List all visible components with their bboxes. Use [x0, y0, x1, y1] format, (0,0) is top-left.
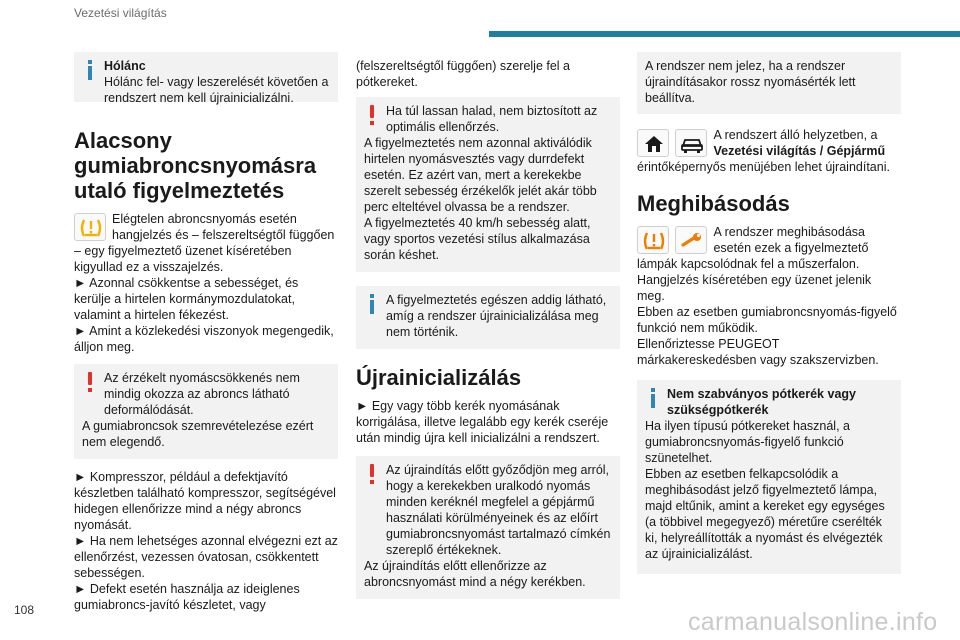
page-header: [0, 0, 960, 40]
warning-icon: [370, 105, 374, 118]
tyre-pressure-warning-icon: [74, 213, 106, 241]
info-icon: [651, 388, 655, 392]
warning-icon: [88, 372, 92, 385]
reset-instructions: A rendszert álló helyzetben, a Vezetési világítás / Gépjármű érintőképernyős menüjében lehet újraindítani.: [637, 128, 890, 174]
snow-chain-title: Hólánc: [104, 59, 146, 73]
section-heading-fault: Meghibásodás: [637, 191, 790, 216]
warning-box-deformation: Az érzékelt nyomáscsökkenés nem mindig okozza az abroncs látható deformálódását. A gumiabroncsok szemrevételezése ezért nem elegendő.: [74, 364, 338, 459]
wrench-icon: [675, 226, 707, 254]
info-box-spare-wheel: Nem szabványos pótkerék vagy szükségpótkerék Ha ilyen típusú pótkereket használ, a gumiabroncsnyomás-figyelő funkció szünetelhet. Ebben az esetben felkapcsolódik a meghibásodást jelző figyelmeztető lámpa, majd eltűnik, amint a kereket egy egységes (a többivel megegyező) méretűre cserélték ki, helyreállították a nyomást és elvégezték az újrainicializálást.: [637, 380, 901, 574]
column-2: [356, 52, 620, 599]
step-reset: ► Egy vagy több kerék nyomásának korrigálása, illetve legalább egy kerék cseréje után mindig újra kell inicializálni a rendszert.: [356, 399, 609, 445]
column-1: [74, 52, 338, 613]
spare-wheel-continuation: (felszereltségtől függően) szerelje fel a pótkereket.: [356, 59, 571, 89]
fault-description: A rendszer meghibásodása esetén ezek a figyelmeztető lámpák kapcsolódnak fel a műszerfalon.: [637, 225, 869, 271]
step-stop: ► Amint a közlekedési viszonyok megengedik, álljon meg.: [74, 324, 334, 354]
header-accent-bar: [489, 31, 960, 37]
fault-function: Ebben az esetben gumiabroncsnyomás-figyelő funkció nem működik.: [637, 305, 897, 335]
info-box-warning-visible: A figyelmeztetés egészen addig látható, amíg a rendszer újrainicializálása meg nem történik.: [356, 286, 620, 349]
fault-message: Hangjelzés kíséretében egy üzenet jelenik meg.: [637, 273, 872, 303]
section-title: Vezetési világítás: [74, 6, 167, 20]
warning-box-slow-speed: Ha túl lassan halad, nem biztosított az optimális ellenőrzés. A figyelmeztetés nem azonnal aktiválódik hirtelen nyomásvesztés vagy durrdefekt esetén. Ez azért van, mert a kerekekbe szerelt sebesség érzékelők jelét akár több perc elteltével olvassa be a rendszer. A figyelmeztetés 40 km/h sebesség alatt, vagy sportos vezetési stílus alkalmazása során késhet.: [356, 97, 620, 272]
note-box-wrong-value: A rendszer nem jelez, ha a rendszer újraindításakor rossz nyomásérték lett beállítva.: [637, 52, 901, 114]
section-heading-reset: Újrainicializálás: [356, 365, 522, 390]
column-3: [637, 52, 901, 574]
step-repair-kit: ► Defekt esetén használja az ideiglenes gumiabroncs-javító készletet, vagy: [74, 582, 300, 612]
step-slow-down: ► Azonnal csökkentse a sebességet, és kerülje a hirtelen kormánymozdulatokat, valamint a hirtelen fékezést.: [74, 276, 299, 322]
info-icon: [370, 294, 374, 298]
watermark: carmanualsonline.info: [688, 608, 938, 636]
home-icon: [637, 129, 669, 157]
section-heading-low-pressure: Alacsony gumiabroncsnyomásra utaló figyelmeztetés: [74, 128, 317, 203]
step-compressor: ► Kompresszor, például a defektjavító készletben található kompresszor, segítségével hidegen ellenőrizze mind a négy abroncs nyomását.: [74, 470, 336, 532]
page-number: 108: [14, 603, 35, 617]
warning-box-before-reset: Az újraindítás előtt győződjön meg arról, hogy a kerekekben uralkodó nyomás minden keréknél megfelel a gépjármű használati körülményeinek és az előírt gumiabroncsnyomást tartalmazó címkén szereplő értékeknek. Az újraindítás előtt ellenőrizze az abroncsnyomást mind a négy kerékben.: [356, 456, 620, 599]
snow-chain-text: Hólánc fel- vagy leszerelését követően a rendszert nem kell újrainicializálni.: [104, 75, 329, 105]
tyre-pressure-warning-icon: [637, 226, 669, 254]
car-icon: [675, 129, 707, 157]
fault-dealer: Ellenőriztesse PEUGEOT márkakereskedésben vagy szakszervizben.: [637, 337, 879, 367]
low-pressure-intro: Elégtelen abroncsnyomás esetén hangjelzés és – felszereltségtől függően – egy figyelmeztető üzenet kíséretében kigyullad ez a visszajelzés.: [74, 212, 335, 274]
step-drive-carefully: ► Ha nem lehetséges azonnal elvégezni ezt az ellenőrzést, vezessen óvatosan, csökkentett sebességen.: [74, 534, 338, 580]
info-box-snow-chain: [74, 52, 338, 105]
warning-icon: [370, 464, 374, 477]
info-icon: [88, 60, 92, 64]
